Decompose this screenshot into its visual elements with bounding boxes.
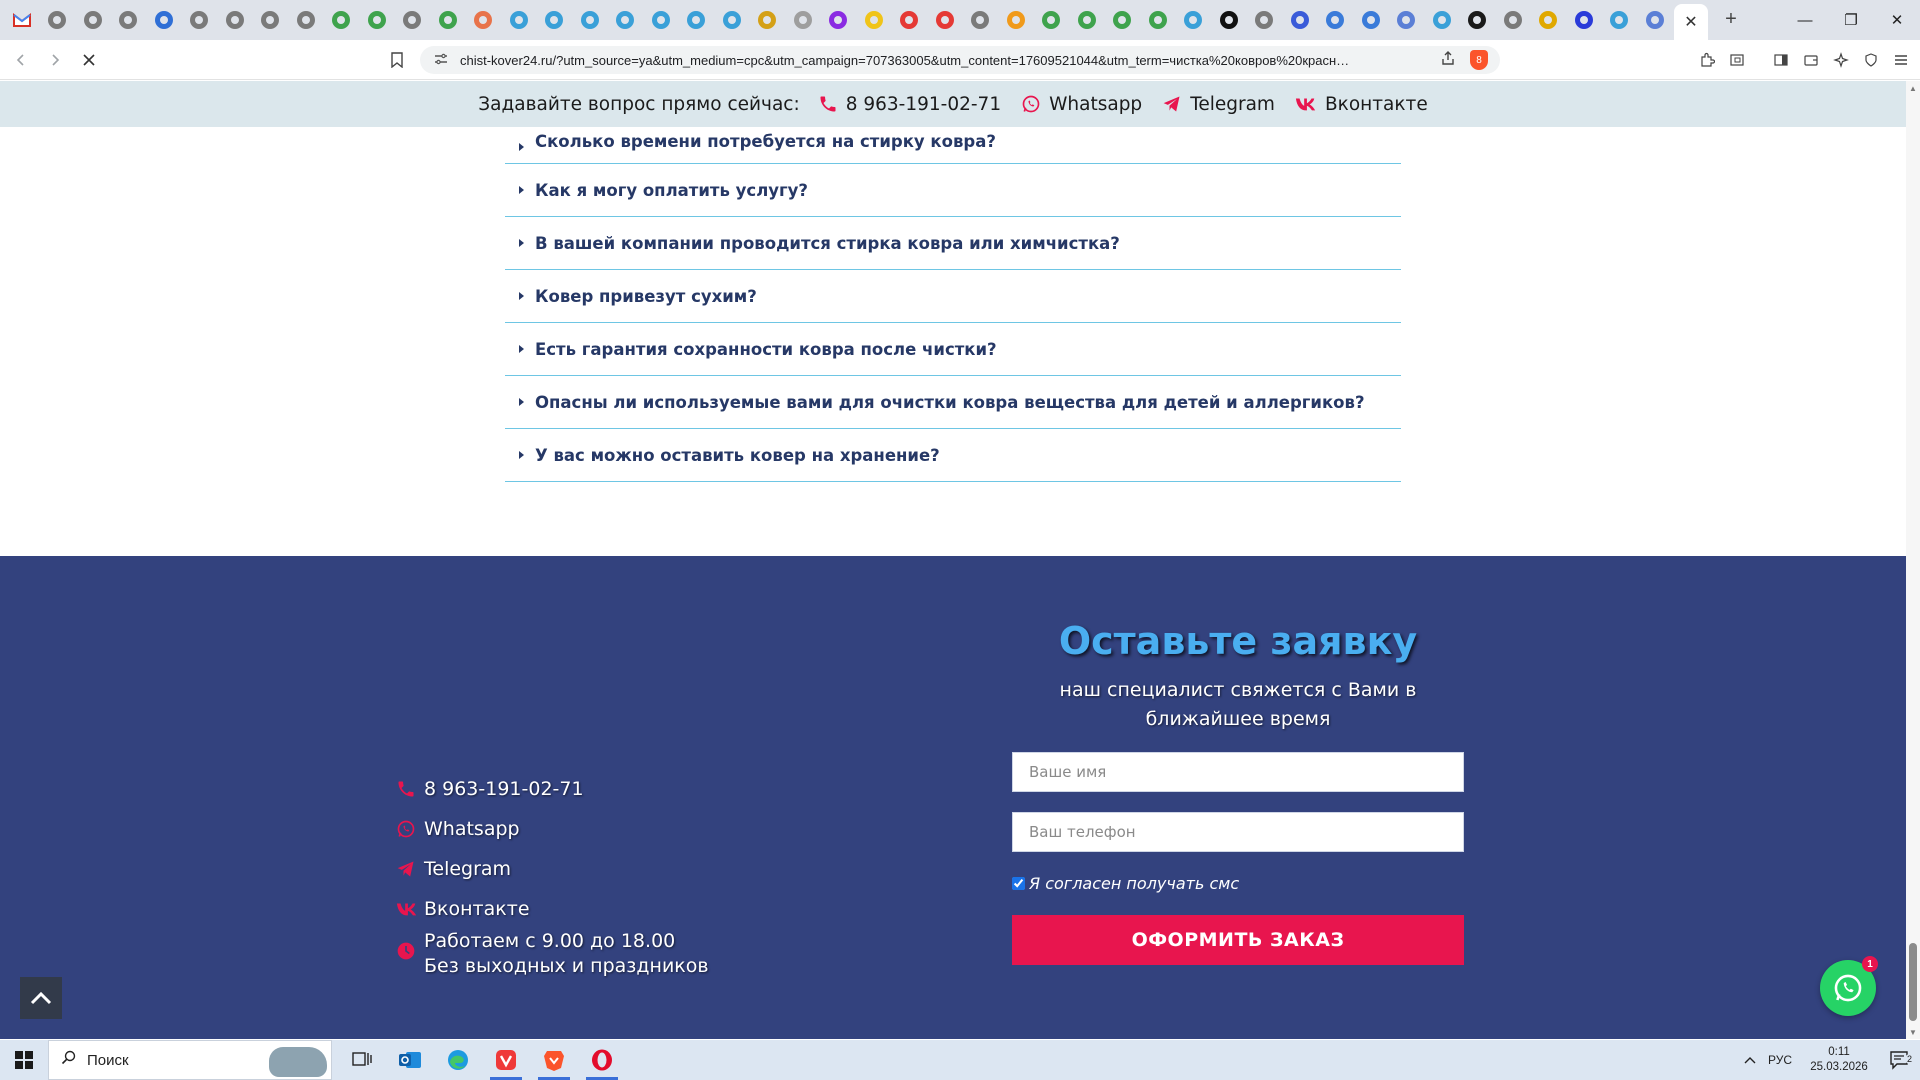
wallet-icon[interactable] — [1800, 48, 1822, 72]
favicon-icon — [403, 11, 421, 29]
browser-tab[interactable] — [40, 4, 76, 36]
browser-tab[interactable] — [608, 4, 644, 36]
browser-tab[interactable] — [1105, 4, 1141, 36]
browser-tab[interactable] — [1531, 4, 1567, 36]
arrow-left-icon — [14, 53, 28, 67]
clock-icon — [396, 941, 420, 961]
order-form — [1012, 616, 1464, 965]
whatsapp-icon — [396, 819, 420, 839]
favicon-icon — [545, 11, 563, 29]
toolbar-extensions — [1696, 48, 1912, 72]
footer-telegram-text: Telegram — [424, 858, 512, 880]
browser-tab[interactable] — [146, 4, 182, 36]
faq-item[interactable] — [505, 429, 1401, 482]
browser-tab[interactable] — [501, 4, 537, 36]
footer-vk-text: Вконтакте — [424, 898, 530, 920]
footer-contacts — [396, 769, 709, 985]
favicon-icon — [1149, 11, 1167, 29]
caret-right-icon — [519, 398, 524, 406]
vk-icon — [1295, 96, 1317, 112]
faq-question: Ковер привезут сухим? — [535, 286, 757, 306]
brave-icon — [543, 1048, 565, 1072]
sms-consent-label: Я согласен получать смс — [1029, 874, 1240, 893]
faq-question: Сколько времени потребуется на стирку ковра? — [535, 132, 996, 151]
browser-toolbar — [0, 40, 1920, 80]
edge-icon — [446, 1048, 470, 1072]
caret-right-icon — [519, 186, 524, 194]
faq-question: У вас можно оставить ковер на хранение? — [535, 445, 940, 465]
close-icon — [82, 53, 96, 67]
browser-tab[interactable] — [1602, 4, 1638, 36]
tab-strip — [0, 0, 1920, 40]
opera-app[interactable] — [578, 1040, 626, 1080]
browser-tab[interactable] — [927, 4, 963, 36]
telegram-icon — [396, 859, 420, 879]
topbar-vk-text: Вконтакте — [1324, 93, 1428, 115]
bookmark-button[interactable] — [386, 46, 408, 74]
browser-tab[interactable] — [679, 4, 715, 36]
footer-whatsapp-link[interactable] — [396, 809, 709, 849]
hours-line-1: Работаем с 9.00 до 18.00 — [424, 930, 676, 952]
edge-app[interactable] — [434, 1040, 482, 1080]
favicon-icon — [687, 11, 705, 29]
show-hidden-icons-button[interactable] — [1738, 1053, 1762, 1067]
browser-tab[interactable] — [288, 4, 324, 36]
topbar-phone-link[interactable] — [818, 94, 1001, 115]
minimize-button[interactable]: — — [1797, 11, 1813, 29]
faq-item[interactable] — [505, 164, 1401, 217]
caret-right-icon — [519, 292, 524, 300]
start-button[interactable] — [0, 1040, 48, 1080]
vivaldi-app[interactable] — [482, 1040, 530, 1080]
browser-tab[interactable] — [182, 4, 218, 36]
favicon-icon — [1397, 11, 1415, 29]
favicon-icon — [1184, 11, 1202, 29]
browser-tab[interactable] — [856, 4, 892, 36]
outlook-icon — [398, 1049, 422, 1071]
browser-tab[interactable] — [1460, 4, 1496, 36]
browser-tab[interactable] — [892, 4, 928, 36]
page-scrollbar[interactable] — [1906, 81, 1920, 1039]
footer-vk-link[interactable] — [396, 889, 709, 929]
faq-item[interactable] — [505, 323, 1401, 376]
chevron-up-icon — [1744, 1056, 1756, 1064]
favicon-icon — [936, 11, 954, 29]
favicon-icon — [474, 11, 492, 29]
contact-top-bar — [0, 81, 1906, 127]
task-view-button[interactable] — [338, 1040, 386, 1080]
favicon-icon — [1539, 11, 1557, 29]
favicon-icon — [723, 11, 741, 29]
browser-tab[interactable] — [714, 4, 750, 36]
browser-tab[interactable] — [572, 4, 608, 36]
caret-right-icon — [519, 239, 524, 247]
clock-time: 0:11 — [1828, 1046, 1850, 1058]
sms-consent[interactable] — [1012, 874, 1464, 893]
favicon-icon — [332, 11, 350, 29]
topbar-telegram-link[interactable] — [1162, 94, 1275, 115]
opera-icon — [590, 1048, 614, 1072]
scroll-to-top-button[interactable] — [20, 977, 62, 1019]
submit-order-button[interactable]: ОФОРМИТЬ ЗАКАЗ — [1012, 915, 1464, 965]
favicon-icon — [297, 11, 315, 29]
form-subtitle-line-2: ближайшее время — [1145, 708, 1331, 730]
form-subtitle-line-1: наш специалист свяжется с Вами в — [1059, 679, 1417, 701]
favicon-icon — [439, 11, 457, 29]
browser-tab[interactable] — [750, 4, 786, 36]
favicon-icon — [1007, 11, 1025, 29]
notification-count: 2 — [1906, 1054, 1912, 1064]
browser-tab[interactable] — [217, 4, 253, 36]
favicon-icon — [829, 11, 847, 29]
browser-tab[interactable] — [324, 4, 360, 36]
browser-tab[interactable] — [1637, 4, 1673, 36]
favicon-icon — [84, 11, 102, 29]
favicon-icon — [616, 11, 634, 29]
favicon-icon — [226, 11, 244, 29]
scroll-down-arrow-icon[interactable]: ▼ — [1909, 1027, 1917, 1037]
favicon-icon — [119, 11, 137, 29]
sidebar-icon[interactable] — [1770, 48, 1792, 72]
faq-list — [505, 127, 1401, 482]
task-view-icon — [352, 1051, 372, 1069]
faq-question: В вашей компании проводится стирка ковра или химчистка? — [535, 233, 1120, 253]
browser-tab[interactable] — [1424, 4, 1460, 36]
browser-tab[interactable] — [1282, 4, 1318, 36]
browser-tab[interactable] — [430, 4, 466, 36]
whatsapp-icon — [1021, 94, 1041, 114]
site-settings-icon[interactable] — [434, 53, 448, 68]
caret-right-icon — [519, 451, 524, 459]
favicon-icon — [510, 11, 528, 29]
faq-item[interactable] — [505, 217, 1401, 270]
footer-phone-link[interactable] — [396, 769, 709, 809]
whatsapp-chat-button[interactable] — [1820, 960, 1876, 1016]
unread-badge: 1 — [1862, 956, 1878, 972]
favicon-icon — [1433, 11, 1451, 29]
name-input[interactable] — [1012, 752, 1464, 792]
phone-icon — [818, 94, 838, 114]
favicon-icon — [190, 11, 208, 29]
browser-tab[interactable] — [1389, 4, 1425, 36]
browser-tab[interactable] — [111, 4, 147, 36]
vk-icon — [396, 901, 420, 917]
browser-tab[interactable] — [1034, 4, 1070, 36]
favicon-icon — [581, 11, 599, 29]
browser-tab[interactable] — [1211, 4, 1247, 36]
share-icon[interactable] — [1440, 50, 1456, 70]
windows-logo-icon — [15, 1051, 33, 1069]
sms-consent-checkbox[interactable] — [1012, 877, 1025, 890]
footer-section — [0, 556, 1906, 1039]
forward-button[interactable] — [42, 47, 68, 73]
favicon-icon — [1646, 11, 1664, 29]
topbar-whatsapp-text: Whatsapp — [1049, 93, 1143, 115]
telegram-icon — [1162, 94, 1182, 114]
scroll-up-arrow-icon[interactable]: ▲ — [1909, 83, 1917, 93]
vivaldi-icon — [494, 1048, 518, 1072]
search-highlight-image — [269, 1047, 327, 1077]
pinned-apps — [338, 1040, 626, 1080]
favicon-icon — [900, 11, 918, 29]
browser-tab[interactable] — [1176, 4, 1212, 36]
brave-shields-icon[interactable]: 8 — [1470, 50, 1488, 70]
form-title: Оставьте заявку — [1058, 619, 1418, 663]
favicon-icon — [368, 11, 386, 29]
window-controls — [1782, 0, 1920, 40]
taskbar-search[interactable] — [48, 1040, 332, 1080]
footer-phone-text: 8 963-191-02-71 — [424, 778, 584, 800]
caret-right-icon — [519, 345, 524, 353]
footer-telegram-link[interactable] — [396, 849, 709, 889]
brave-app[interactable] — [530, 1040, 578, 1080]
url-text[interactable]: chist-kover24.ru/?utm_source=ya&utm_medium=cpc&utm_campaign=707363005&utm_content=17609521044&utm_term=чистка%20ковров%20красн… — [460, 52, 1350, 68]
faq-item[interactable] — [505, 270, 1401, 323]
favicon-icon — [1078, 11, 1096, 29]
browser-tab[interactable] — [821, 4, 857, 36]
browser-tab[interactable] — [785, 4, 821, 36]
favicon-icon — [261, 11, 279, 29]
favicon-icon — [1575, 11, 1593, 29]
faq-question: Есть гарантия сохранности ковра после чистки? — [535, 339, 997, 359]
search-icon — [61, 1050, 77, 1071]
favicon-icon — [794, 11, 812, 29]
tab-list — [0, 0, 1673, 40]
chevron-up-icon — [30, 991, 52, 1005]
bookmark-icon — [391, 52, 403, 68]
browser-tab[interactable] — [998, 4, 1034, 36]
new-tab-button[interactable]: + — [1725, 8, 1737, 30]
close-window-button[interactable]: ✕ — [1890, 12, 1904, 29]
tab-current[interactable] — [1674, 4, 1708, 40]
working-hours — [396, 929, 709, 985]
browser-tab[interactable] — [253, 4, 289, 36]
question-text: Задавайте вопрос прямо сейчас: — [478, 93, 800, 115]
browser-tab[interactable] — [643, 4, 679, 36]
browser-tab[interactable] — [537, 4, 573, 36]
faq-question: Как я могу оплатить услугу? — [535, 180, 808, 200]
hours-line-2: Без выходных и праздников — [424, 955, 709, 977]
phone-input[interactable] — [1012, 812, 1464, 852]
browser-tab[interactable] — [1069, 4, 1105, 36]
clock[interactable] — [1798, 1045, 1880, 1075]
browser-tab[interactable] — [1495, 4, 1531, 36]
topbar-whatsapp-link[interactable] — [1021, 94, 1142, 115]
favicon-icon — [1113, 11, 1131, 29]
favicon-icon — [1326, 11, 1344, 29]
address-bar[interactable] — [420, 46, 1500, 74]
browser-tab[interactable] — [395, 4, 431, 36]
extensions-icon[interactable] — [1696, 48, 1718, 72]
stop-button[interactable] — [76, 47, 102, 73]
favicon-icon — [1610, 11, 1628, 29]
vpn-shield-icon[interactable] — [1860, 48, 1882, 72]
favicon-icon — [1042, 11, 1060, 29]
tab-close-icon[interactable]: ✕ — [1684, 14, 1698, 31]
whatsapp-icon — [1831, 971, 1865, 1005]
system-tray — [1738, 1040, 1920, 1080]
favicon-icon — [48, 11, 66, 29]
leo-ai-icon[interactable] — [1830, 48, 1852, 72]
scrollbar-thumb[interactable] — [1909, 943, 1917, 1021]
faq-item[interactable] — [505, 376, 1401, 429]
browser-tab[interactable] — [466, 4, 502, 36]
favicon-icon — [971, 11, 989, 29]
browser-tab[interactable] — [1140, 4, 1176, 36]
back-button[interactable] — [8, 47, 34, 73]
favicon-icon — [1504, 11, 1522, 29]
gmail-icon — [13, 13, 31, 27]
menu-icon[interactable] — [1890, 48, 1912, 72]
search-placeholder: Поиск — [87, 1051, 129, 1069]
favicon-icon — [1291, 11, 1309, 29]
phone-icon — [396, 779, 420, 799]
browser-tab[interactable] — [1247, 4, 1283, 36]
favicon-icon — [155, 11, 173, 29]
favicon-icon — [865, 11, 883, 29]
favicon-icon — [1362, 11, 1380, 29]
footer-whatsapp-text: Whatsapp — [424, 818, 520, 840]
favicon-icon — [758, 11, 776, 29]
favicon-icon — [1220, 11, 1238, 29]
browser-tab[interactable] — [963, 4, 999, 36]
caret-right-icon — [519, 143, 524, 151]
browser-tab[interactable] — [1566, 4, 1602, 36]
restore-button[interactable]: ❐ — [1844, 12, 1858, 29]
screenshot-icon[interactable] — [1726, 48, 1748, 72]
browser-tab[interactable] — [75, 4, 111, 36]
browser-tab[interactable] — [359, 4, 395, 36]
tab-gmail[interactable] — [4, 4, 40, 36]
favicon-icon — [1255, 11, 1273, 29]
page-viewport — [0, 81, 1906, 1039]
faq-item[interactable] — [505, 127, 1401, 164]
favicon-icon — [652, 11, 670, 29]
arrow-right-icon — [48, 53, 62, 67]
windows-taskbar — [0, 1040, 1920, 1080]
topbar-phone-text: 8 963-191-02-71 — [845, 93, 1002, 115]
form-subtitle — [1012, 676, 1464, 734]
clock-date: 25.03.2026 — [1810, 1061, 1868, 1073]
outlook-app[interactable] — [386, 1040, 434, 1080]
topbar-telegram-text: Telegram — [1190, 93, 1275, 115]
topbar-vk-link[interactable] — [1295, 94, 1428, 115]
language-indicator[interactable]: РУС — [1767, 1053, 1793, 1067]
browser-tab[interactable] — [1318, 4, 1354, 36]
faq-question: Опасны ли используемые вами для очистки ковра вещества для детей и аллергиков? — [535, 392, 1365, 412]
notifications-button[interactable] — [1880, 1050, 1920, 1070]
favicon-icon — [1468, 11, 1486, 29]
browser-tab[interactable] — [1353, 4, 1389, 36]
